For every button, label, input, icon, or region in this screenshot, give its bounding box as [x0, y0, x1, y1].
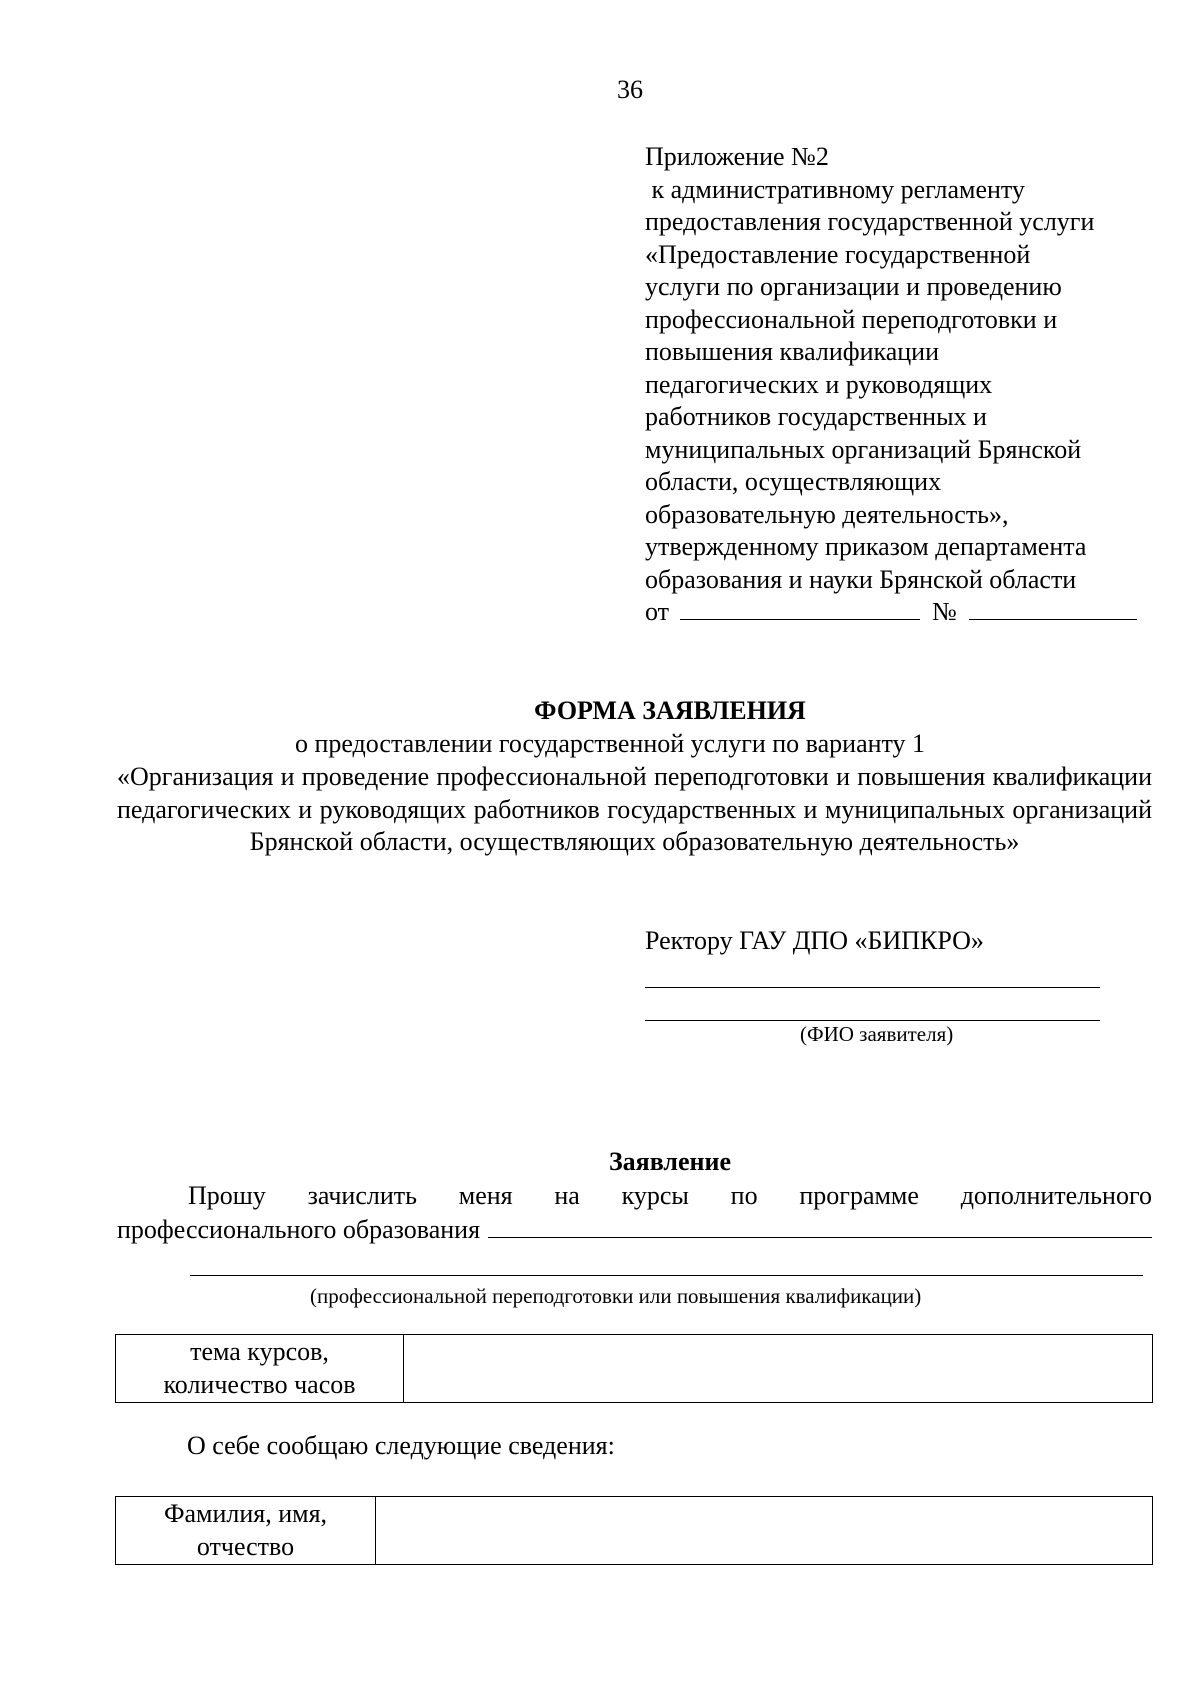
statement-word: меня	[458, 1181, 513, 1210]
statement-line-1	[117, 1180, 1152, 1213]
table-row	[116, 1497, 1153, 1565]
page-number: 36	[617, 75, 643, 104]
appendix-line: муниципальных организаций Брянской	[645, 434, 1082, 464]
table-row	[116, 1335, 1153, 1403]
appendix-line: к административному регламенту	[645, 174, 1025, 204]
program-blank[interactable]	[488, 1213, 1152, 1238]
service-name: «Организация и проведение профессиональной переподготовки и повышения квалификации педагогических и руководящих работников государственных и муниципальных организаций Брянской области, осуществляющих образовательную деятельность»	[117, 762, 1152, 856]
course-label-cell	[116, 1335, 404, 1403]
intro-text: О себе сообщаю следующие сведения:	[187, 1431, 615, 1460]
statement-word: дополнительного	[960, 1181, 1152, 1210]
statement-word: зачислить	[307, 1181, 417, 1210]
fio-caption: (ФИО заявителя)	[800, 1022, 954, 1046]
appendix-line: предоставления государственной услуги	[645, 207, 1095, 236]
fio-line-1[interactable]	[645, 987, 1100, 988]
course-label-line: количество часов	[163, 1369, 356, 1399]
statement-word: на	[554, 1181, 580, 1210]
statement-body	[117, 1180, 1152, 1246]
program-line[interactable]	[190, 1275, 1143, 1276]
fullname-label-line: Фамилия, имя,	[163, 1499, 328, 1528]
course-value-cell[interactable]	[404, 1335, 1153, 1403]
appendix-line: образовательную деятельность»,	[645, 499, 1009, 529]
statement-word: курсы	[621, 1181, 689, 1210]
form-title: ФОРМА ЗАЯВЛЕНИЯ	[534, 696, 806, 725]
program-caption: (профессиональной переподготовки или повышения квалификации)	[310, 1284, 922, 1308]
statement-title: Заявление	[608, 1147, 732, 1176]
appendix-line: образования и науки Брянской области	[645, 564, 1077, 594]
statement-line-2	[117, 1213, 1152, 1247]
number-sign: №	[932, 597, 957, 626]
appendix-line: услуги по организации и проведению	[645, 272, 1062, 301]
course-label-line: тема курсов,	[190, 1337, 329, 1366]
form-subtitle: о предоставлении государственной услуги по варианту 1	[294, 729, 926, 758]
appendix-line: работников государственных и	[645, 402, 987, 431]
appendix-header	[645, 141, 1165, 629]
number-blank[interactable]	[969, 597, 1137, 620]
appendix-line: области, осуществляющих	[645, 467, 942, 496]
info-table	[115, 1496, 1153, 1565]
appendix-line: педагогических и руководящих	[645, 369, 993, 399]
appendix-line: «Предоставление государственной	[645, 239, 1031, 269]
appendix-date-line	[645, 596, 1165, 629]
fullname-value-cell[interactable]	[376, 1497, 1153, 1565]
fullname-label-line: отчество	[196, 1531, 295, 1561]
course-table	[115, 1334, 1153, 1403]
fullname-label-cell	[116, 1497, 376, 1565]
statement-word: по	[730, 1181, 758, 1210]
date-prefix: от	[645, 597, 670, 626]
appendix-line: профессиональной переподготовки и	[645, 304, 1058, 334]
statement-program-label: профессионального образования	[117, 1214, 481, 1244]
appendix-line: Приложение №2	[645, 142, 829, 171]
appendix-line: утвержденному приказом департамента	[645, 532, 1087, 561]
appendix-line: повышения квалификации	[645, 337, 940, 366]
addressee-rector: Ректору ГАУ ДПО «БИПКРО»	[645, 926, 984, 955]
date-blank[interactable]	[680, 597, 920, 620]
statement-word: программе	[799, 1181, 919, 1210]
statement-word: Прошу	[188, 1181, 266, 1210]
